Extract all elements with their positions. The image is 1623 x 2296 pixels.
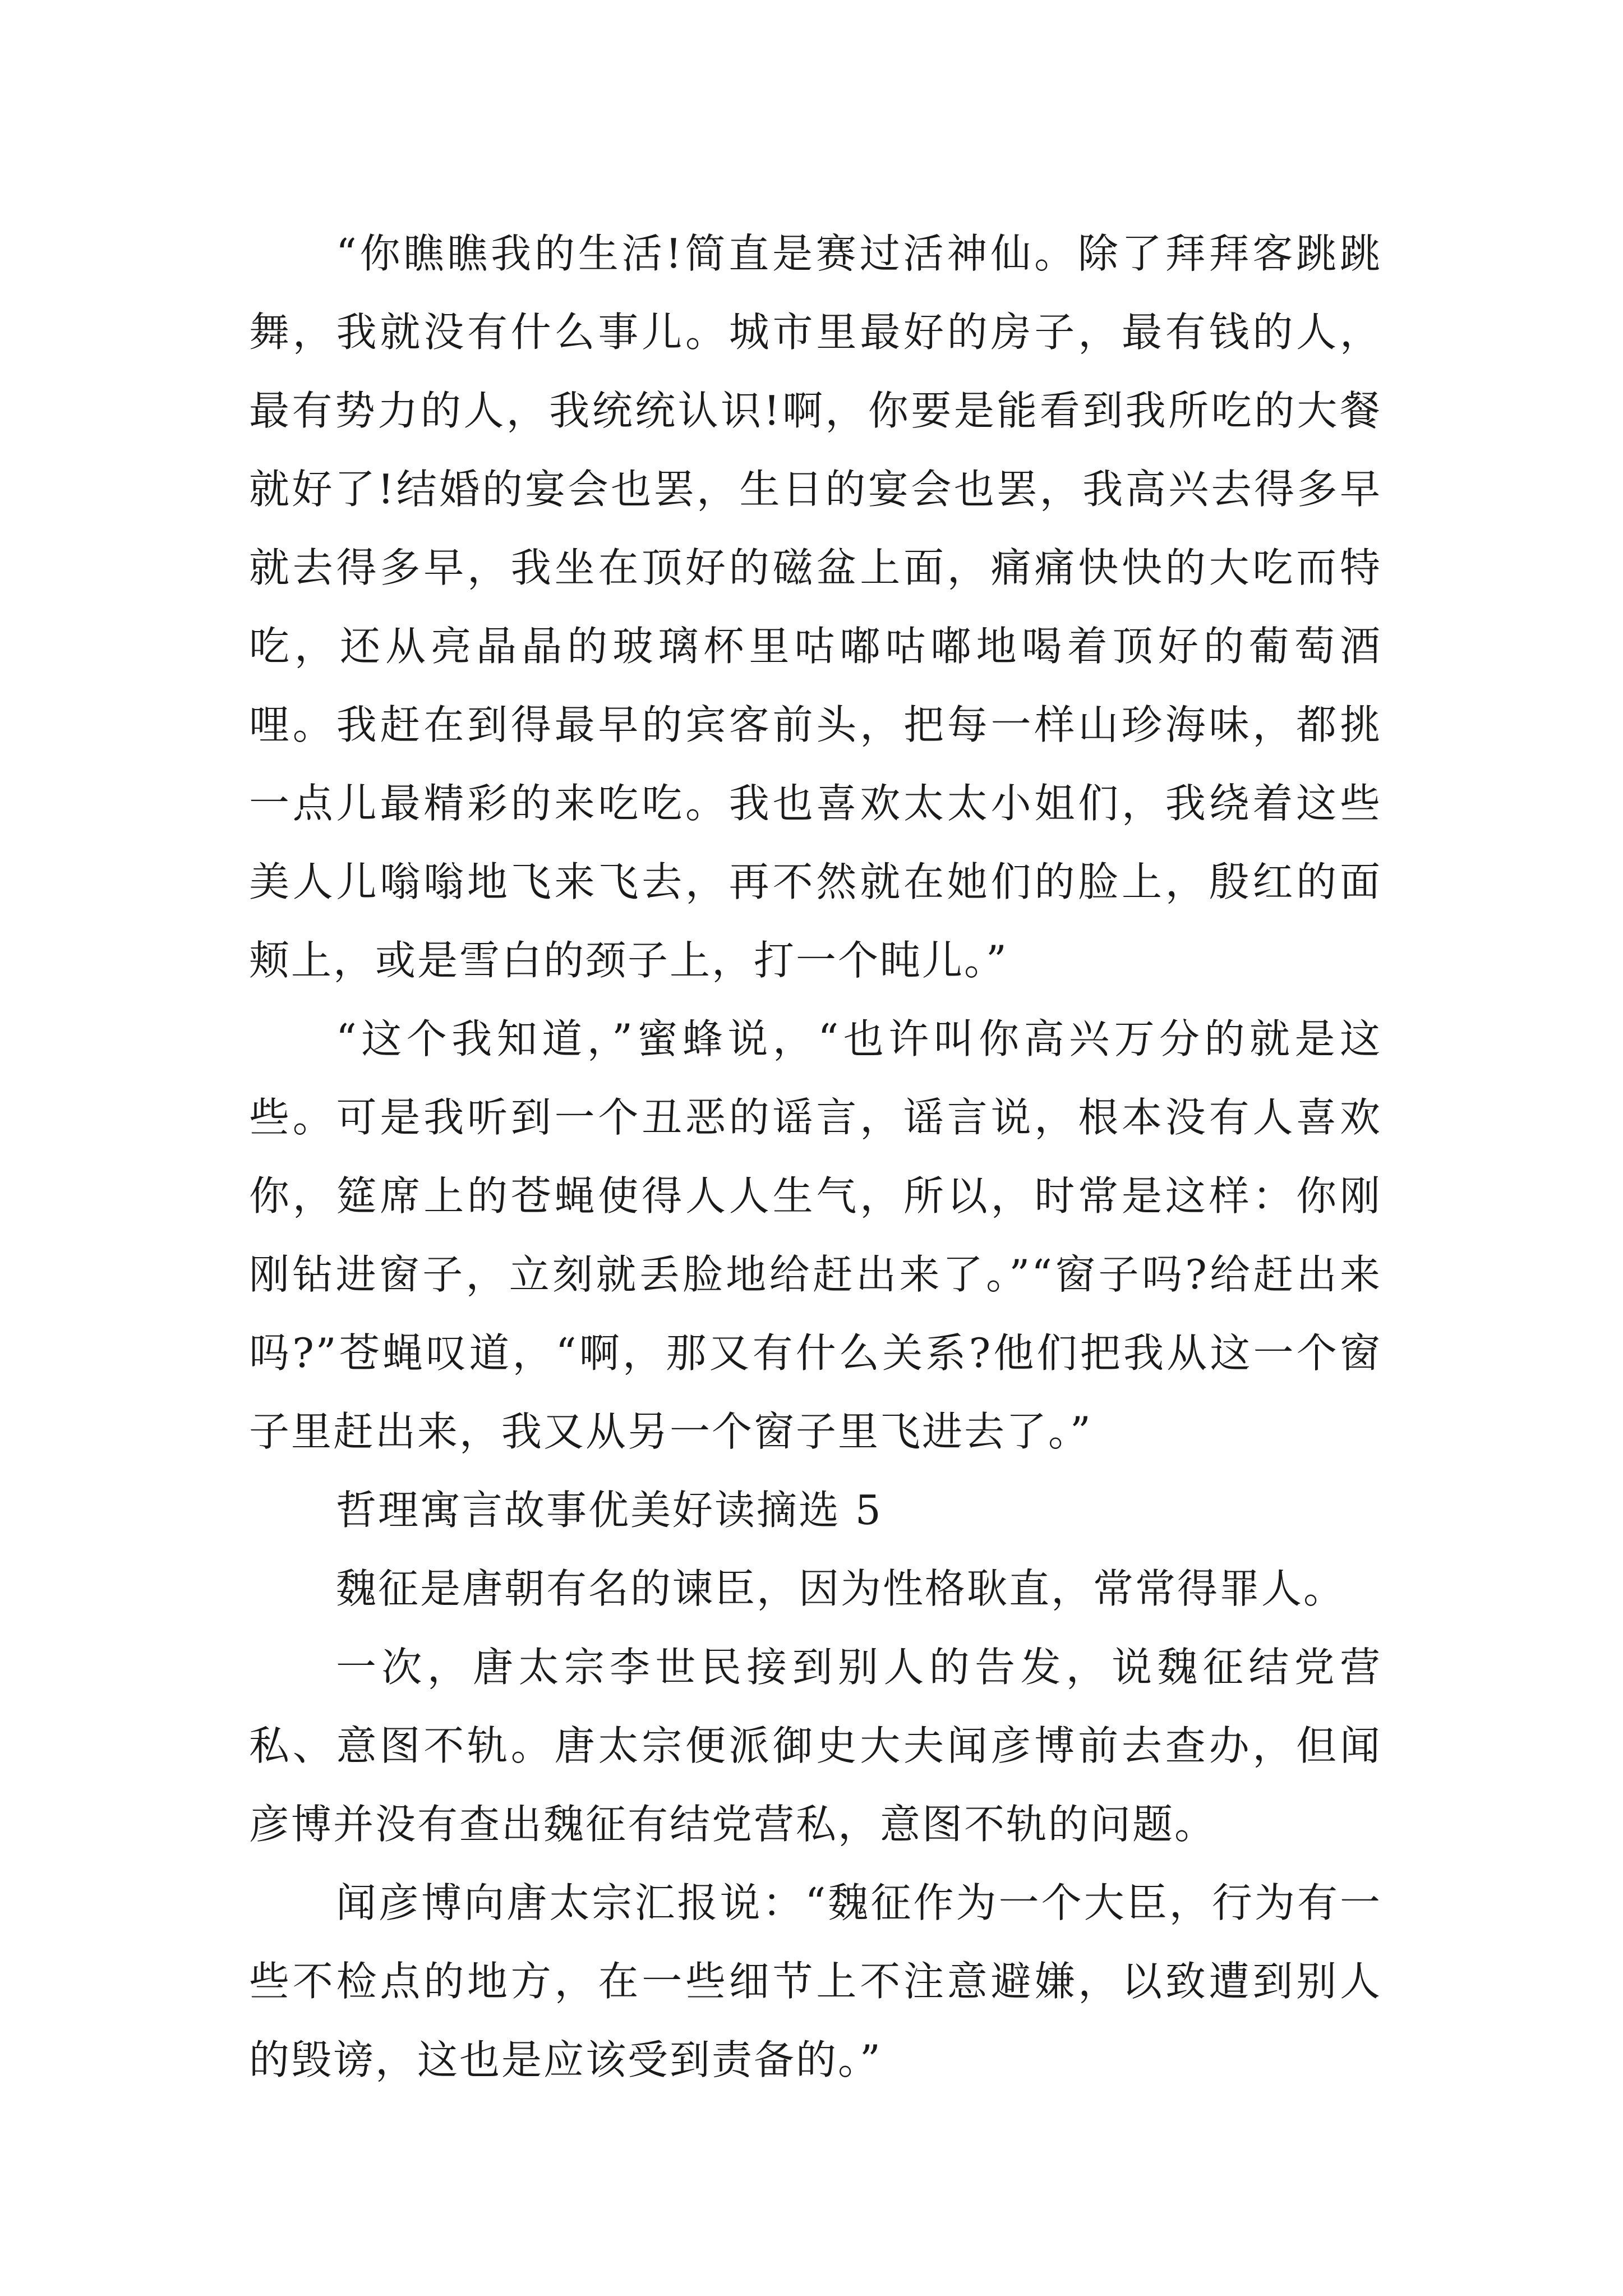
paragraph-report: 闻彦博向唐太宗汇报说：“魏征作为一个大臣，行为有一些不检点的地方，在一些细节上不注意避嫌，以致遭到别人的毁谤，这也是应该受到责备的。” [249,1879,1382,2083]
section-heading: 哲理寓言故事优美好读摘选 5 [336,1487,883,1534]
paragraph-weizheng-intro: 魏征是唐朝有名的谏臣，因为性格耿直，常常得罪人。 [336,1565,1346,1612]
text-column [249,214,1382,2099]
paragraph-bee-reply: “这个我知道，”蜜蜂说，“也许叫你高兴万分的就是这些。可是我听到一个丑恶的谣言，谣言说，根本没有人喜欢你，筵席上的苍蝇使得人人生气，所以，时常是这样：你刚刚钻进窗子，立刻就丢脸地给赶出来了。”“窗子吗?给赶出来吗?”苍蝇叹道，“啊，那又有什么关系?他们把我从这一个窗子里赶出来，我又从另一个窗子里飞进去了。” [249,1015,1382,1455]
paragraph-fly-speech: “你瞧瞧我的生活!简直是赛过活神仙。除了拜拜客跳跳舞，我就没有什么事儿。城市里最好的房子，最有钱的人，最有势力的人，我统统认识!啊，你要是能看到我所吃的大餐就好了!结婚的宴会也罢，生日的宴会也罢，我高兴去得多早就去得多早，我坐在顶好的磁盆上面，痛痛快快的大吃而特吃，还从亮晶晶的玻璃杯里咕嘟咕嘟地喝着顶好的葡萄酒哩。我赶在到得最早的宾客前头，把每一样山珍海味，都挑一点儿最精彩的来吃吃。我也喜欢太太小姐们，我绕着这些美人儿嗡嗡地飞来飞去，再不然就在她们的脸上，殷红的面颊上，或是雪白的颈子上，打一个盹儿。” [249,230,1382,984]
paragraph-accusation: 一次，唐太宗李世民接到别人的告发，说魏征结党营私、意图不轨。唐太宗便派御史大夫闻彦博前去查办，但闻彦博并没有查出魏征有结党营私，意图不轨的问题。 [249,1644,1382,1848]
